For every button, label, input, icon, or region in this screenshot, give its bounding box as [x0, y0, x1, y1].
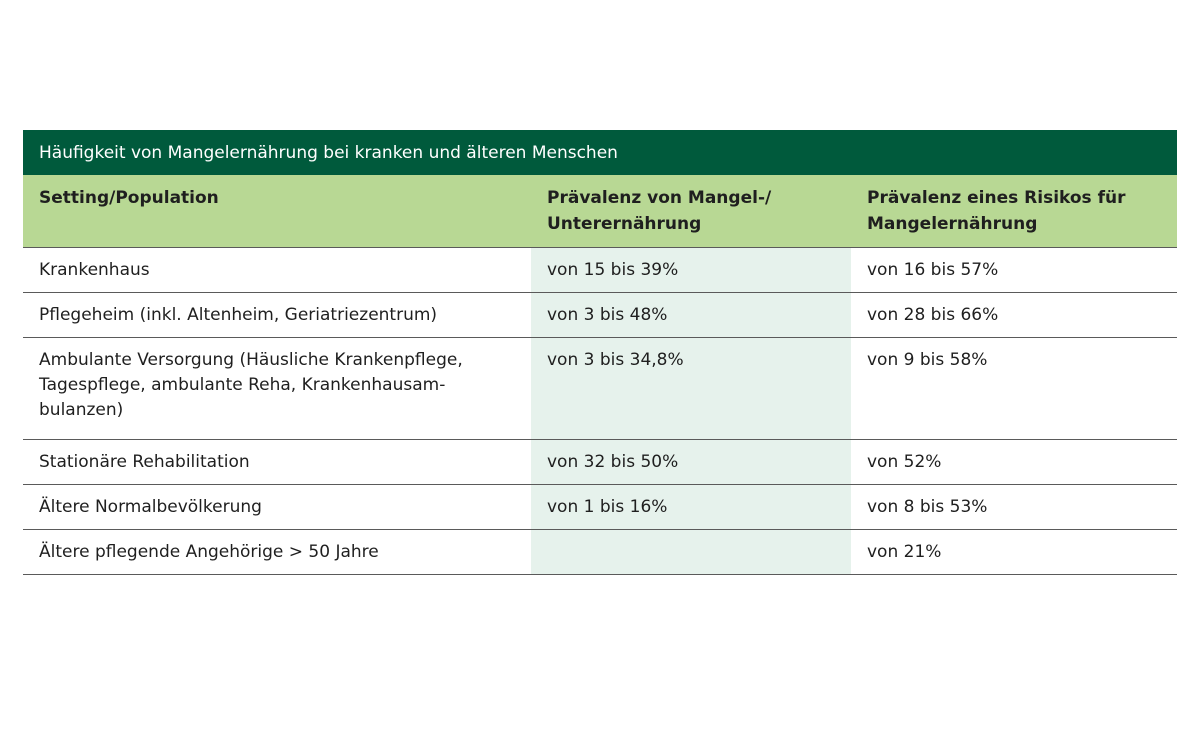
cell-risk: von 52%	[851, 440, 1177, 485]
cell-setting: Ältere pflegende Angehörige > 50 Jahre	[23, 530, 531, 575]
cell-risk: von 21%	[851, 530, 1177, 575]
cell-prevalence	[531, 530, 851, 575]
cell-setting: Pflegeheim (inkl. Altenheim, Geriatriezentrum)	[23, 293, 531, 338]
cell-prevalence: von 3 bis 34,8%	[531, 338, 851, 440]
data-table	[23, 175, 1177, 575]
table-title: Häufigkeit von Mangelernährung bei kranken und älteren Menschen	[23, 130, 1177, 175]
cell-risk: von 28 bis 66%	[851, 293, 1177, 338]
table-row	[23, 485, 1177, 530]
cell-prevalence: von 32 bis 50%	[531, 440, 851, 485]
cell-risk: von 16 bis 57%	[851, 248, 1177, 293]
header-prevalence-risk: Prävalenz eines Risikos für Mangelernährung	[851, 175, 1177, 248]
cell-prevalence: von 15 bis 39%	[531, 248, 851, 293]
table-row	[23, 338, 1177, 440]
table-row	[23, 530, 1177, 575]
table-row	[23, 248, 1177, 293]
header-prevalence-malnutrition: Prävalenz von Mangel-/ Unterernährung	[531, 175, 851, 248]
cell-risk: von 9 bis 58%	[851, 338, 1177, 440]
cell-prevalence: von 1 bis 16%	[531, 485, 851, 530]
cell-risk: von 8 bis 53%	[851, 485, 1177, 530]
cell-setting: Ambulante Versorgung (Häusliche Krankenpflege, Tagespflege, ambulante Reha, Krankenhausam- bulanzen)	[23, 338, 531, 440]
prevalence-table	[23, 130, 1177, 575]
table-row	[23, 293, 1177, 338]
header-setting-population: Setting/Population	[23, 175, 531, 248]
header-row	[23, 175, 1177, 248]
cell-setting: Ältere Normalbevölkerung	[23, 485, 531, 530]
cell-setting: Krankenhaus	[23, 248, 531, 293]
table-row	[23, 440, 1177, 485]
cell-prevalence: von 3 bis 48%	[531, 293, 851, 338]
cell-setting: Stationäre Rehabilitation	[23, 440, 531, 485]
